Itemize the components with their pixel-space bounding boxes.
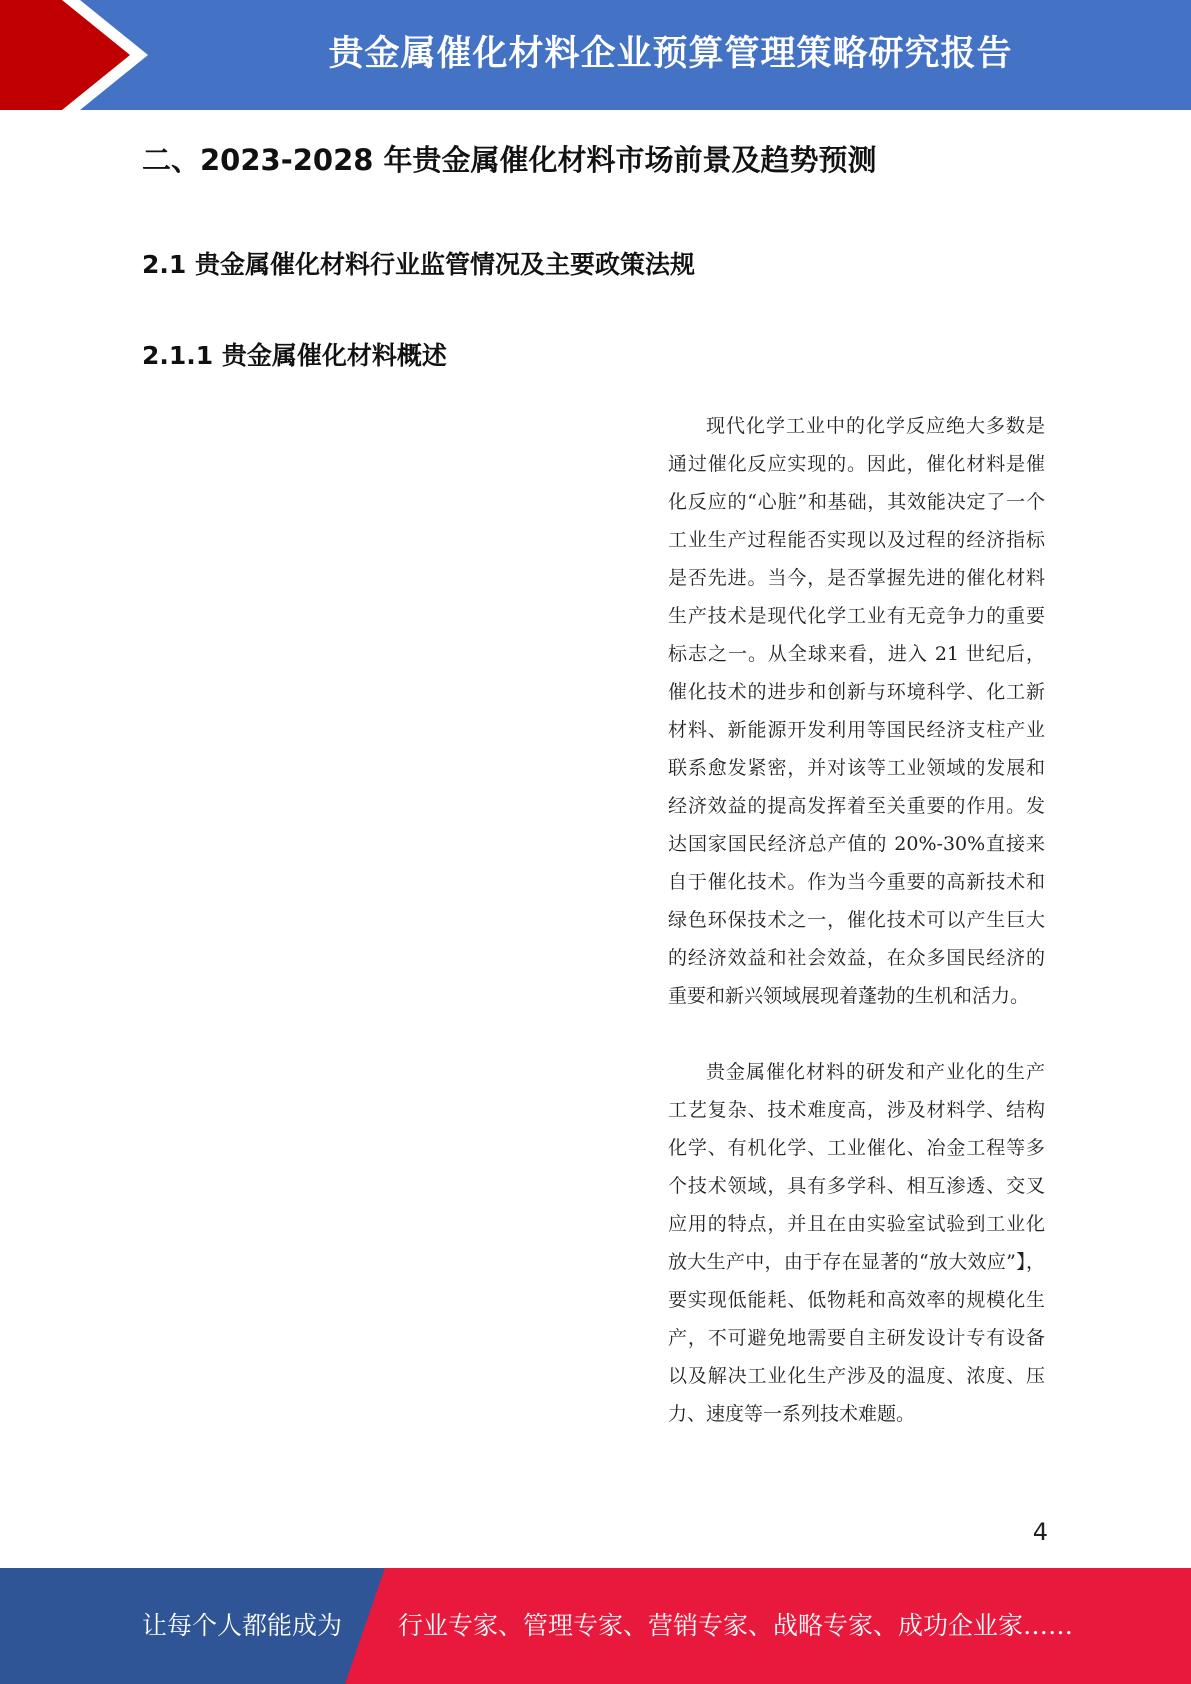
header-chevron-decoration xyxy=(0,0,160,110)
page-number: 4 xyxy=(1032,1518,1048,1546)
footer-banner xyxy=(0,1568,1191,1684)
header-banner xyxy=(0,0,1191,110)
report-title: 贵金属催化材料企业预算管理策略研究报告 xyxy=(328,34,1013,74)
footer-slogan-left: 让每个人都能成为 xyxy=(142,1611,343,1640)
paragraph: 贵金属催化材料的研发和产业化的生产工艺复杂、技术难度高，涉及材料学、结构化学、有机化学、工业催化、冶金工程等多个技术领域，具有多学科、相互渗透、交叉应用的特点，并且在由实验室试验到工业化放大生产中，由于存在显著的“放大效应”】，要实现低能耗、低物耗和高效率的规模化生产，不可避免地需要自主研发设计专有设备以及解决工业化生产涉及的温度、浓度、压力、速度等一系列技术难题。 xyxy=(668,1061,1045,1425)
chapter-heading: 二、2023-2028 年贵金属催化材料市场前景及趋势预测 xyxy=(142,143,877,177)
footer-slogan-right: 行业专家、管理专家、营销专家、战略专家、成功企业家…… xyxy=(398,1611,1074,1640)
body-text-column xyxy=(668,407,1045,1433)
subsection-heading: 2.1.1 贵金属催化材料概述 xyxy=(142,341,447,370)
section-heading: 2.1 贵金属催化材料行业监管情况及主要政策法规 xyxy=(142,250,695,279)
paragraph: 现代化学工业中的化学反应绝大多数是通过催化反应实现的。因此，催化材料是催化反应的“心脏”和基础，其效能决定了一个工业生产过程能否实现以及过程的经济指标是否先进。当今，是否掌握先进的催化材料生产技术是现代化学工业有无竞争力的重要标志之一。从全球来看，进入 21 世纪后，催化技术的进步和创新与环境科学、化工新材料、新能源开发利用等国民经济支柱产业联系愈发紧密，并对该等工业领域的发展和经济效益的提高发挥着至关重要的作用。发达国家国民经济总产值的 20%-30%直接来自于催化技术。作为当今重要的高新技术和绿色环保技术之一，催化技术可以产生巨大的经济效益和社会效益，在众多国民经济的重要和新兴领域展现着蓬勃的生机和活力。 xyxy=(668,415,1045,1007)
